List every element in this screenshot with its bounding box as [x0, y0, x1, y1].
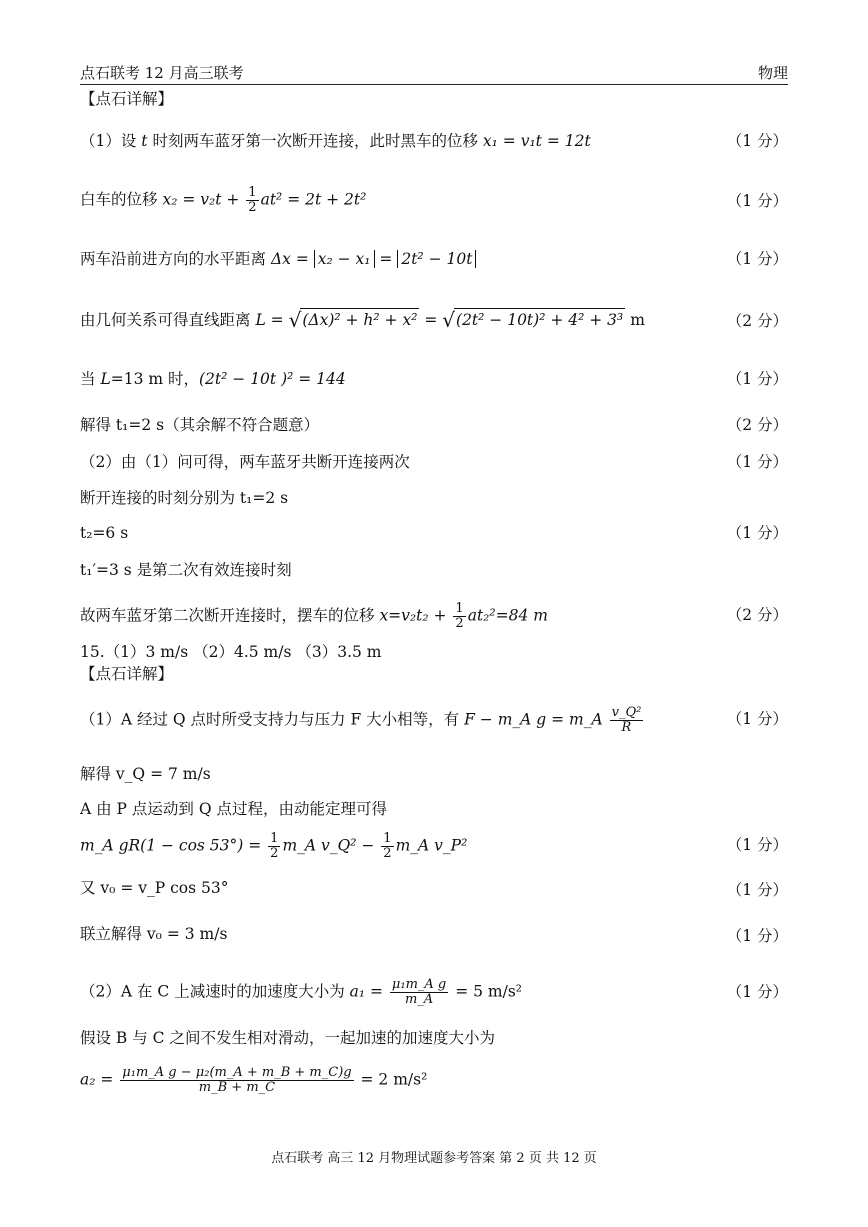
solution-line-3: 两车沿前进方向的水平距离 Δx = x₂ − x₁ = 2t² − 10t — [80, 248, 476, 270]
header-exam-name: 点石联考 12 月高三联考 — [80, 64, 244, 82]
solution-line-q4: m_A gR(1 − cos 53°) = $\frac{1}{2}$ m_A v_Q² − $\frac{1}{2}$ m_A v_P² — [80, 831, 468, 861]
score-label: （1 分） — [726, 927, 788, 945]
solution-line-q1: （1）A 经过 Q 点时所受支持力与压力 F 大小相等，有 F − m_A g = m_A $\frac{\text{v\_Q²}}{R}$ — [80, 705, 642, 735]
solution-line-1: （1）设 t 时刻两车蓝牙第一次断开连接，此时黑车的位移 x₁ = v₁t = 12t — [80, 132, 591, 150]
solution-line-7: （2）由（1）问可得，两车蓝牙共断开连接两次 — [80, 453, 410, 471]
score-label: （1 分） — [726, 132, 788, 150]
solution-line-10: t₁′=3 s 是第二次有效连接时刻 — [80, 561, 292, 579]
solution-line-8: 断开连接的时刻分别为 t₁=2 s — [80, 489, 289, 507]
solution-line-11: 故两车蓝牙第二次断开连接时，摆车的位移 x=v₂t₂ + $\frac{1}{2}$ at₂²=84 m — [80, 601, 548, 631]
header-subject: 物理 — [757, 64, 788, 82]
solution-line-q9: a₂ = $\frac{\text{μ₁m\_A g − μ₂(m\_A + m\_B + m\_C)g}}{m\_B + m\_C}$ = 2 m/s² — [80, 1065, 428, 1095]
solution-line-5: 当 L=13 m 时，(2t² − 10t )² = 144 — [80, 370, 346, 388]
score-label: （2 分） — [726, 416, 788, 434]
page-footer: 点石联考 高三 12 月物理试题参考答案 第 2 页 共 12 页 — [271, 1151, 597, 1166]
score-label: （1 分） — [726, 983, 788, 1001]
score-label: （1 分） — [726, 250, 788, 268]
solution-line-q3: A 由 P 点运动到 Q 点过程，由动能定理可得 — [80, 800, 387, 818]
solution-line-q5: 又 v₀ = v_P cos 53° — [80, 879, 229, 897]
score-label: （2 分） — [726, 312, 788, 330]
solution-line-4: 由几何关系可得直线距离 L = √(Δx)² + h² + x² = √(2t² − 10t)² + 4² + 3³ m — [80, 308, 645, 332]
solution-line-6: 解得 t₁=2 s（其余解不符合题意） — [80, 416, 320, 434]
section-title: 【点石详解】 — [80, 665, 174, 683]
solution-line-q7: （2）A 在 C 上减速时的加速度大小为 a₁ = $\frac{\text{μ₁m\_A g}}{m\_A}$ = 5 m/s² — [80, 977, 522, 1007]
score-label: （1 分） — [726, 524, 788, 542]
solution-line-2: 白车的位移 x₂ = v₂t + $\frac{1}{2}$ at² = 2t + 2t² — [80, 185, 367, 215]
score-label: （1 分） — [726, 836, 788, 854]
score-label: （2 分） — [726, 606, 788, 624]
score-label: （1 分） — [726, 370, 788, 388]
section-title: 【点石详解】 — [80, 90, 174, 108]
solution-line-9: t₂=6 s — [80, 524, 129, 542]
solution-line-q6: 联立解得 v₀ = 3 m/s — [80, 925, 228, 943]
answers-line-15: 15.（1）3 m/s （2）4.5 m/s （3）3.5 m — [80, 643, 382, 661]
score-label: （1 分） — [726, 192, 788, 210]
score-label: （1 分） — [726, 881, 788, 899]
score-label: （1 分） — [726, 453, 788, 471]
page-header — [80, 62, 788, 85]
solution-line-q2: 解得 v_Q = 7 m/s — [80, 765, 211, 783]
solution-line-q8: 假设 B 与 C 之间不发生相对滑动，一起加速的加速度大小为 — [80, 1029, 495, 1047]
score-label: （1 分） — [726, 710, 788, 728]
